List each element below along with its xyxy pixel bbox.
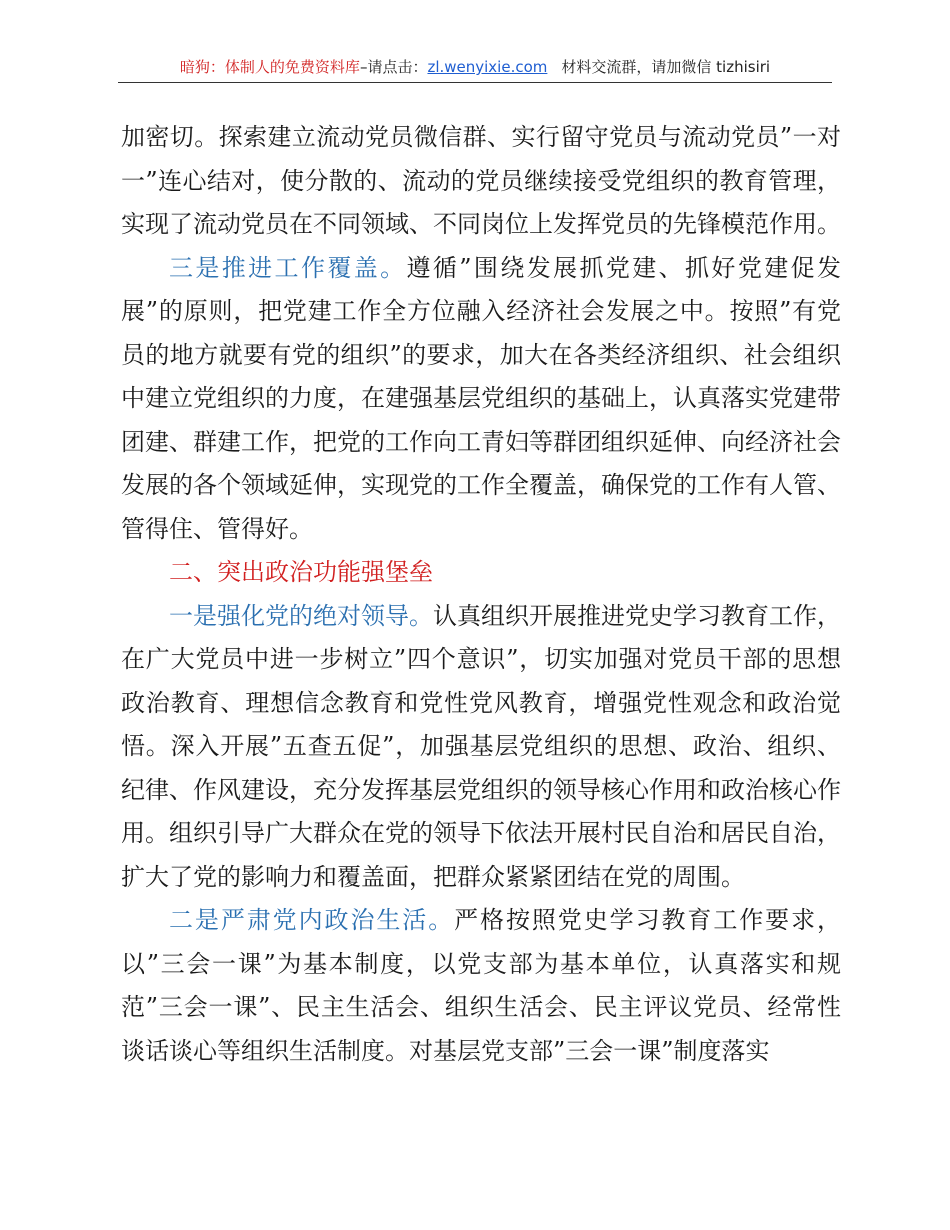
paragraph-text: 遵循”围绕发展抓党建、抓好党建促发展”的原则，把党建工作全方位融入经济社会发展之中。按照”有党员的地方就要有党的组织”的要求，加大在各类经济组织、社会组织中建立党组织的力度，在建强基层党组织的基础上，认真落实党建带团建、群建工作，把党的工作向工青妇等群团组织延伸、向经济社会发展的各个领域延伸，实现党的工作全覆盖，确保党的工作有人管、管得住、管得好。 — [121, 253, 841, 543]
paragraph-party-leadership — [121, 595, 841, 900]
paragraph-lead: 三是推进工作覆盖。 — [169, 253, 407, 282]
page-header — [118, 52, 832, 83]
header-url-link[interactable]: zl.wenyixie.com — [427, 58, 548, 76]
document-body — [121, 116, 841, 1073]
paragraph-work-coverage — [121, 247, 841, 552]
paragraph-lead: 二是严肃党内政治生活。 — [169, 906, 455, 934]
section-heading: 二、突出政治功能强堡垒 — [169, 558, 433, 586]
paragraph-political-life — [121, 899, 841, 1073]
paragraph-lead: 一是强化党的绝对领导。 — [169, 601, 433, 630]
header-group-text: 材料交流群，请加微信 tizhisiri — [561, 58, 771, 76]
header-click-prompt: –请点击： — [359, 58, 428, 76]
paragraph-continued: 加密切。探索建立流动党员微信群、实行留守党员与流动党员”一对一”连心结对，使分散的、流动的党员继续接受党组织的教育管理，实现了流动党员在不同领域、不同岗位上发挥党员的先锋模范作用。 — [121, 123, 841, 238]
paragraph-text: 认真组织开展推进党史学习教育工作，在广大党员中进一步树立”四个意识”，切实加强对党员干部的思想政治教育、理想信念教育和党性党风教育，增强党性观念和政治觉悟。深入开展”五查五促”，加强基层党组织的思想、政治、组织、纪律、作风建设，充分发挥基层党组织的领导核心作用和政治核心作用。组织引导广大群众在党的领导下依法开展村民自治和居民自治，扩大了党的影响力和覆盖面，把群众紧紧团结在党的周围。 — [121, 601, 841, 891]
paragraph-text: 严格按照党史学习教育工作要求，以”三会一课”为基本制度，以党支部为基本单位，认真落实和规范”三会一课”、民主生活会、组织生活会、民主评议党员、经常性谈话谈心等组织生活制度。对基层党支部”三会一课”制度落实 — [121, 906, 842, 1065]
header-site-name: 暗狗：体制人的免费资料库 — [179, 58, 360, 76]
